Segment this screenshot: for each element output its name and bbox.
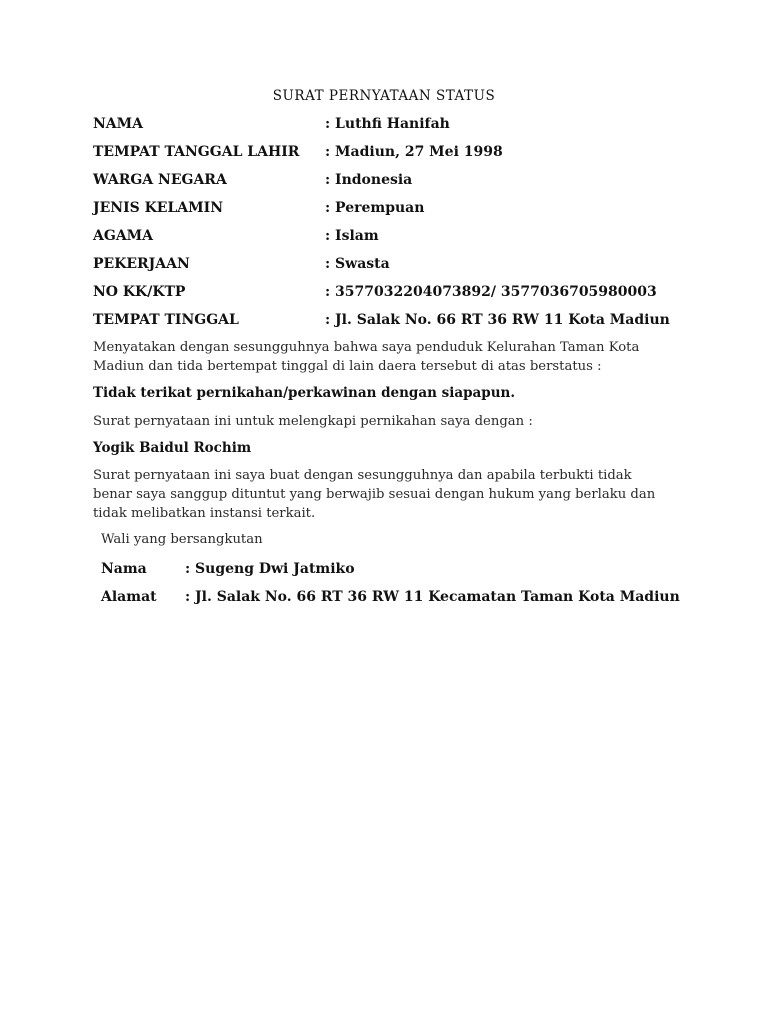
field-value: : Jl. Salak No. 66 RT 36 RW 11 Kota Madiun (325, 312, 670, 328)
field-label: NO KK/KTP (93, 284, 186, 300)
purpose-statement: Surat pernyataan ini untuk melengkapi pernikahan saya dengan : (93, 414, 533, 429)
field-value: : Madiun, 27 Mei 1998 (325, 144, 503, 160)
guardian-heading: Wali yang bersangkutan (101, 532, 263, 547)
guardian-label: Alamat (101, 589, 157, 605)
field-label: TEMPAT TINGGAL (93, 312, 239, 328)
field-value: : Islam (325, 228, 379, 244)
document-title: SURAT PERNYATAAN STATUS (272, 88, 496, 104)
field-value: : Indonesia (325, 172, 413, 188)
guardian-value: : Sugeng Dwi Jatmiko (185, 561, 355, 577)
field-value: : Perempuan (325, 200, 425, 216)
field-value: : 3577032204073892/ 3577036705980003 (325, 284, 657, 300)
statement-intro: Menyatakan dengan sesungguhnya bahwa saya penduduk Kelurahan Taman Kota Madiun dan tida bertempat tinggal di lain daera tersebut di atas berstatus : (93, 340, 640, 374)
marital-status: Tidak terikat pernikahan/perkawinan dengan siapapun. (93, 385, 516, 401)
guardian-value: : Jl. Salak No. 66 RT 36 RW 11 Kecamatan Taman Kota Madiun (185, 589, 680, 605)
field-value: : Swasta (325, 256, 390, 272)
field-label: AGAMA (93, 228, 154, 244)
field-value: : Luthfi Hanifah (325, 116, 450, 132)
field-label: JENIS KELAMIN (93, 200, 224, 216)
field-label: WARGA NEGARA (93, 172, 227, 188)
field-label: NAMA (93, 116, 144, 132)
field-label: PEKERJAAN (93, 256, 190, 272)
closing-statement: Surat pernyataan ini saya buat dengan sesungguhnya dan apabila terbukti tidak benar saya sanggup dituntut yang berwajib sesuai dengan hukum yang berlaku dan tidak melibatkan instansi terkait. (93, 468, 656, 521)
field-label: TEMPAT TANGGAL LAHIR (93, 144, 300, 160)
partner-name: Yogik Baidul Rochim (93, 440, 252, 456)
guardian-label: Nama (101, 561, 147, 577)
